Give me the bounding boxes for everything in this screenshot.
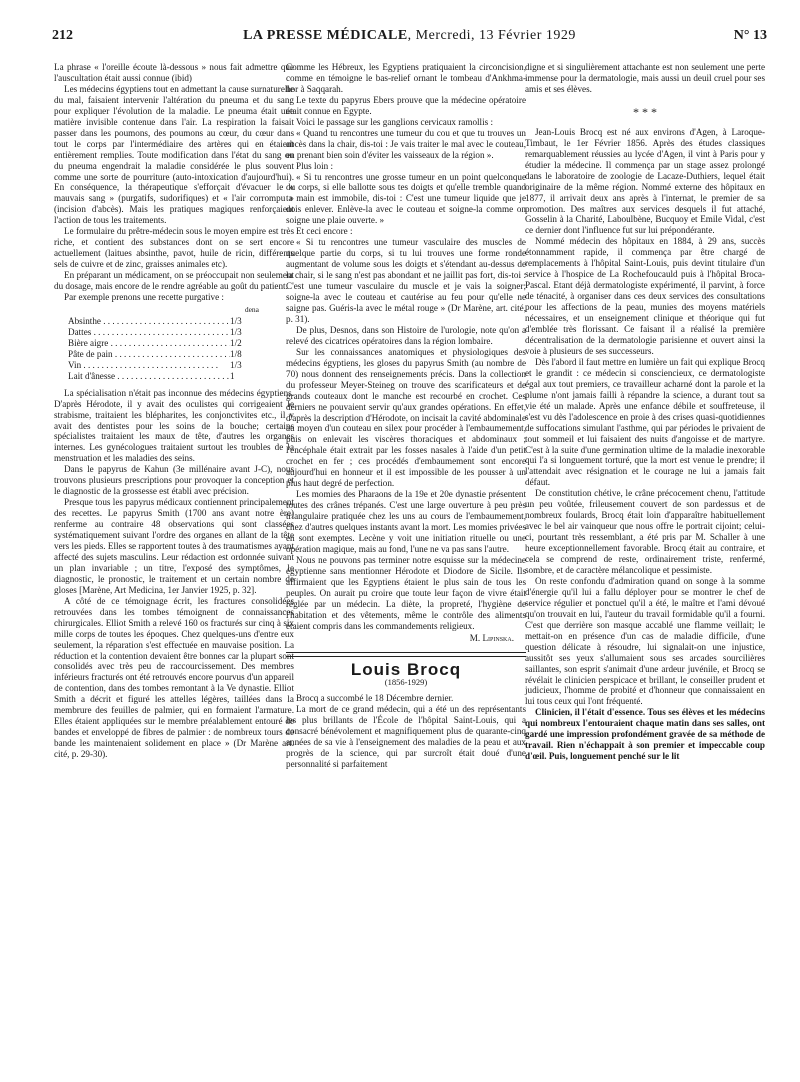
page-header [52,28,767,48]
recipe-ingredient: Bière aigre . . . [68,338,230,349]
paragraph: Sur les connaissances anatomiques et physiologiques des médecins égyptiens, les gloses du papyrus Smith (au nombre de 70) nous donnent des renseignements précis. Dans la collection du professeur Meyer-Steineg on trouve des scarificateurs et de grands couteaux dont le manche est recourbé en crochet. Ces derniers ne pouvaient servir qu'aux grandes opérations. En effet, d'après la description d'Hérodote, on incisait la cavité abdominale au moyen d'un couteau en silex pour procéder à l'embaumement, puis on enlevait les viscères thoraciques et abdominaux ; l'encéphale était extrait par les fosses nasales à l'aide d'un petit crochet en fer ; ces procédés d'embaumement sont encore aujourd'hui en honneur et il est impossible de les pousser à un plus haut degré de perfection. [286,346,526,489]
paragraph: Dès l'abord il faut mettre en lumière un fait qui explique Brocq et le grandit : ce médecin si consciencieux, ce dermatologiste égal aux tout premiers, ce travailleur acharné dont la parole et la plume n'ont jamais failli à répandre la science, a durant tout sa vie été un malade. Après une enfance débile et souffreteuse, il s'est vu dès l'adolescence en proie à des crises quasi-quotidiennes de suffocations simulant l'asthme, qui par périodes le privaient de tout sommeil et lui faisaient des nuits d'angoisse et de martyre. C'est à la suite d'une germination ultime de la maladie inexorable qui l'a si longuement torturé, que la mort est venue le prendre; il l'attendait avec résignation et le courage ne lui a jamais fait défaut. [525,356,765,488]
paragraph: La spécialisation n'était pas inconnue des médecins égyptiens. D'après Hérodote, il y avait des oculistes qui corrigeaient le strabisme, traitaient les blépharites, les conjonctivites etc., il y avait des dentistes pour les soins de la bouche; certains spécialistes traitaient les maux de tête, d'autres les organes internes. Les gynécologues traitaient surtout les troubles de la menstruation et les maladies des seins. [54,387,294,464]
paragraph: De plus, Desnos, dans son Histoire de l'urologie, note qu'on a relevé des cicatrices opératoires dans la région lombaire. [286,324,526,346]
paragraph: Brocq a succombé le 18 Décembre dernier. [296,693,454,704]
paragraph: En préparant un médicament, on se préoccupait non seulement du dosage, mais encore de le rendre agréable au goût du patient. [54,270,294,292]
recipe-dose: 1 [230,370,235,381]
paragraph: Presque tous les papyrus médicaux contiennent principalement des recettes. Le papyrus Smith (1700 ans avant notre ère) renferme au contraire 48 observations qui sont classées systématiquement suivant l'ordre des organes en allant de la tête vers les pieds. Elles se rapportent toutes à des traumatismes ayant affecté des sujets masculins. Leur rédaction est ordonnée suivant un plan invariable ; un titre, l'exposé des symptômes, le diagnostic, le pronostic, le traitement et un certain nombre de gloses [Marène, Art Medicina, 1er Janvier 1925, p. 32]. [54,497,294,595]
recipe-dose: 1/3 [230,315,242,326]
quotation: « Si tu rencontres une grosse tumeur en un point quelconque du corps, si elle ballotte sous tes doigts et qu'elle tremble quand ta main est immobile, dis-toi : C'est une tumeur liquide que je dois enlever. Enlève-la avec le couteau et soigne-la comme on soigne une plaie ouverte. » [286,171,526,226]
column-middle [286,62,526,770]
issue-number: N° 13 [733,28,767,43]
journal-name: LA PRESSE MÉDICALE [243,28,408,43]
paragraph: Les médecins égyptiens tout en admettant la cause surnaturelle du mal, faisaient intervenir l'altération du pneuma et du sang pour expliquer l'évolution de la maladie. Le pneuma était une matière invisible contenue dans l'air. La respiration la faisait passer dans les poumons, des poumons au cœur, du cœur dans tout le corps par l'intermédiaire des artères qui en étaient entièrement remplies. Toute modification dans l'état du sang ou du pneuma engendrait la maladie considérée le plus souvent comme une sorte de pourriture (auto-intoxication d'aujourd'hui). En conséquence, la thérapeutique s'efforçait d'évacuer le « mauvais sang » (purgatifs, sudorifiques) et « l'air corrompu » (incision d'abcès). Mais les pratiques magiques renforçaient l'action de tous les traitements. [54,83,294,226]
author-signature: M. Lipinska. [469,632,514,643]
recipe-dose: 1/2 [230,337,242,348]
recipe-row [54,349,294,360]
recipe-row [54,360,294,371]
quotation: « Si tu rencontres une tumeur vasculaire des muscles de quelque partie du corps, si tu lui trouves une forme ronde augmentant de volume sous les doigts et s'étendant au-dessus de la chair, si le sang n'est pas abondant et ne jaillit pas fort, dis-toi : C'est une tumeur vasculaire du muscle et je vais la soigner; soigne-la avec le couteau et cautérise au feu pour qu'elle ne saigne pas. Guéris-la avec le métal rouge » (Dr Marène, art. cité, p. 31). [286,237,526,324]
paragraph: digne et si singulièrement attachante est non seulement une perte immense pour la dermatologie, mais aussi un deuil cruel pour ses amis et ses élèves. [525,62,765,94]
recipe-ingredient: Pâte de pain . . . [68,349,230,360]
obituary-dates: (1856-1929) [384,677,428,688]
paragraph: Le texte du papyrus Ebers prouve que la médecine opératoire était connue en Egypte. [286,94,526,116]
paragraph: Et ceci encore : [296,226,353,237]
paragraph: Voici le passage sur les ganglions cervicaux ramollis : [296,116,493,127]
paragraph: Clinicien, il l'était d'essence. Tous ses élèves et les médecins qui nombreux l'entouraient chaque matin dans ses salles, ont gardé une impression profondément gravée de sa méthode de travail. Rien n'échappait à son premier et impeccable coup d'œil. Puis, longuement penché sur le lit [525,707,765,762]
recipe-row [54,338,294,349]
paragraph: Plus loin : [296,160,334,171]
recipe-row [54,371,294,382]
section-divider [286,652,526,657]
issue-date: , Mercredi, 13 Février 1929 [407,28,576,43]
running-title [52,28,767,44]
paragraph: A côté de ce témoignage écrit, les fractures consolidées retrouvées dans les tombes témoignent de connaissances chirurgicales. Elliot Smith a relevé 160 os fracturés sur cinq à six mille corps de toutes les époques. Chez quelques-uns d'entre eux seulement, la réparation s'est effectuée en mauvaise position. La réduction et la contention devaient être bonnes car la plupart sont consolidés avec très peu de raccourcissement. Des membres inférieurs fracturés ont été retrouvés encore pourvus d'un appareil de contention, dans des tombes remontant à la Ve dynastie. Elliot Smith a décrit et figuré les attelles légères, taillées dans la membrure des feuilles de palmier, qui en formaient l'armature. Elles étaient appliquées sur le membre préalablement entouré de bandes et enveloppé de fibres de palmier : de nombreux tours de bande les maintenaient solidement en place » (Dr Marène art. cité, p. 29-30). [54,595,294,760]
paragraph: Comme les Hébreux, les Egyptiens pratiquaient la circoncision, comme en témoigne le bas-relief ornant le tombeau d'Ankhma-hor à Saqqarah. [286,62,526,94]
recipe-intro: Par exemple prenons une recette purgative : [64,292,224,303]
paragraph: Le formulaire du prêtre-médecin sous le moyen empire est très riche, et contient des substances dont on se sert encore actuellement (laitues absinthe, pavot, huile de ricin, différents sels de cuivre et de zinc, graisses animales etc). [54,226,294,270]
recipe-ingredient: Absinthe . . . [68,316,230,327]
paragraph: Jean-Louis Brocq est né aux environs d'Agen, à Laroque-Timbaut, le 1er Février 1856. Après des études classiques remarquablement réussies au lycée d'Agen, il vint à Paris pour y étudier la médecine. Il commença par un stage assez prolongé dans le laboratoire de zoologie de Lacaze-Duthiers, lequel était originaire de la même région. Nommé externe des hôpitaux en 1877, il arrivait deux ans après à l'internat, le premier de sa promotion. Des maîtres aux services desquels il fut attaché, Gosselin à la Charité, Laboulbène, Bucquoy et Emile Vidal, c'est ce dernier dont l'influence fut sur lui prépondérante. [525,126,765,236]
paragraph: Dans le papyrus de Kahun (3e millénaire avant J-C), nous trouvons plusieurs prescriptions pour provoquer la conception et le diagnostic de la grossesse est établi avec précision. [54,464,294,497]
recipe-dose-header: dena [244,304,259,314]
paragraph: Nommé médecin des hôpitaux en 1884, à 29 ans, succès étonnamment rapide, il commença par être chargé de remplacements à l'hôpital Saint-Louis, puis devint titulaire d'un service à l'hospice de La Rochefoucauld puis à l'hôpital Broca-Pascal. Etant déjà dermatologiste expérimenté, il parvint, à force de ténacité, à organiser dans ces deux services des consultations pour les affections de la peau, munies des moyens matériels nécessaires, et un enseignement clinique et théorique qui fut d'emblée très florissant. Ce faisant il a réalisé la première décentralisation de la dermatologie parisienne et ouvert ainsi la voie à plusieurs de ses successeurs. [525,236,765,356]
recipe-row [54,327,294,338]
column-right [525,62,765,762]
recipe-dose: 1/3 [230,326,242,337]
recipe-table [54,305,294,382]
paragraph: La phrase « l'oreille écoute là-dessous » nous fait admettre que l'auscultation était aussi connue (ibid) [54,62,294,83]
recipe-ingredient: Vin . . . [68,360,230,371]
recipe-dose: 1/3 [230,359,242,370]
paragraph: Nous ne pouvons pas terminer notre esquisse sur la médecine égyptienne sans mentionner Hérodote et Diodore de Sicile. Ils affirmaient que les Egyptiens étaient le plus sain de tous les peuples. On aurait pu croire que toute leur façon de vivre était réglée par un médecin. La diète, la propreté, l'hygiène de l'habitation et des vêtements, même le contrôle des aliments étaient compris dans les commandements religieux. [286,554,526,631]
paragraph: La mort de ce grand médecin, qui a été un des représentants les plus brillants de l'École de l'hôpital Saint-Louis, qui a consacré bénévolement et magnifiquement plus de quarante-cinq années de sa vie à l'enseignement des maladies de la peau et aux progrès de la science, qui par surcroît était doué d'une personnalité si parfaitement [286,704,526,770]
paragraph: Les momies des Pharaons de la 19e et 20e dynastie présentent toutes des crânes trépanés. C'est une large ouverture à peu près triangulaire pratiquée chez les uns au cours de l'embaumement, chez d'autres quelques instants avant la mort. Les momies privées en sont exemptes. Lecène y voit une initiation rituelle ou une opération magique, mais au fond, l'une ne va pas sans l'autre. [286,489,526,554]
section-ornament: * * * [633,104,657,119]
obituary-title: Louis Brocq [350,659,462,679]
paragraph: On reste confondu d'admiration quand on songe à la somme d'énergie qu'il lui a fallu déployer pour se montrer le chef de service régulier et ponctuel qu'il a été, le maître et l'ami dévoué qu'on trouvait en lui, l'auteur du travail formidable qu'il a fourni. C'est que derrière son masque accablé une flamme veillait; le mettait-on en présence d'un cas de maladie difficile, d'une question délicate à résoudre, lui signalait-on une injustice, aussitôt ses yeux s'allumaient sous ses arcades sourcilières saillantes, son esprit s'animait d'une ardeur juvénile, et Brocq se révélait le clinicien perspicace et brillant, le conseiller prudent et judicieux, l'homme de probité et d'honneur que connaissaient en lui tous ceux qui l'ont fréquenté. [525,575,765,707]
page-number: 212 [52,28,73,43]
recipe-ingredient: Lait d'ânesse . . . [68,371,230,382]
quotation: « Quand tu rencontres une tumeur du cou et que tu trouves un abcès dans la chair, dis-toi : Je vais traiter le mal avec le couteau, en prenant bien soin d'éviter les vaisseaux de la région ». [286,127,526,160]
recipe-dose: 1/8 [230,348,242,359]
recipe-ingredient: Dattes . . . [68,327,230,338]
paragraph: De constitution chétive, le crâne précocement chenu, l'attitude un peu voûtée, frileusement couvert de son pardessus et de nombreux foulards, Brocq était loin d'apparaître habituellement avec le bel air vainqueur que nous offre le portrait cijoint; celui-ci, pourtant très ressemblant, a été pris par M. Schaller à une heure exceptionnellement favorable. Brocq était au contraire, et cela se comprend de reste, ordinairement triste, renfermé, sombre, et de caractère mélancolique et pessimiste. [525,488,765,575]
recipe-row [54,316,294,327]
column-left [54,62,294,760]
